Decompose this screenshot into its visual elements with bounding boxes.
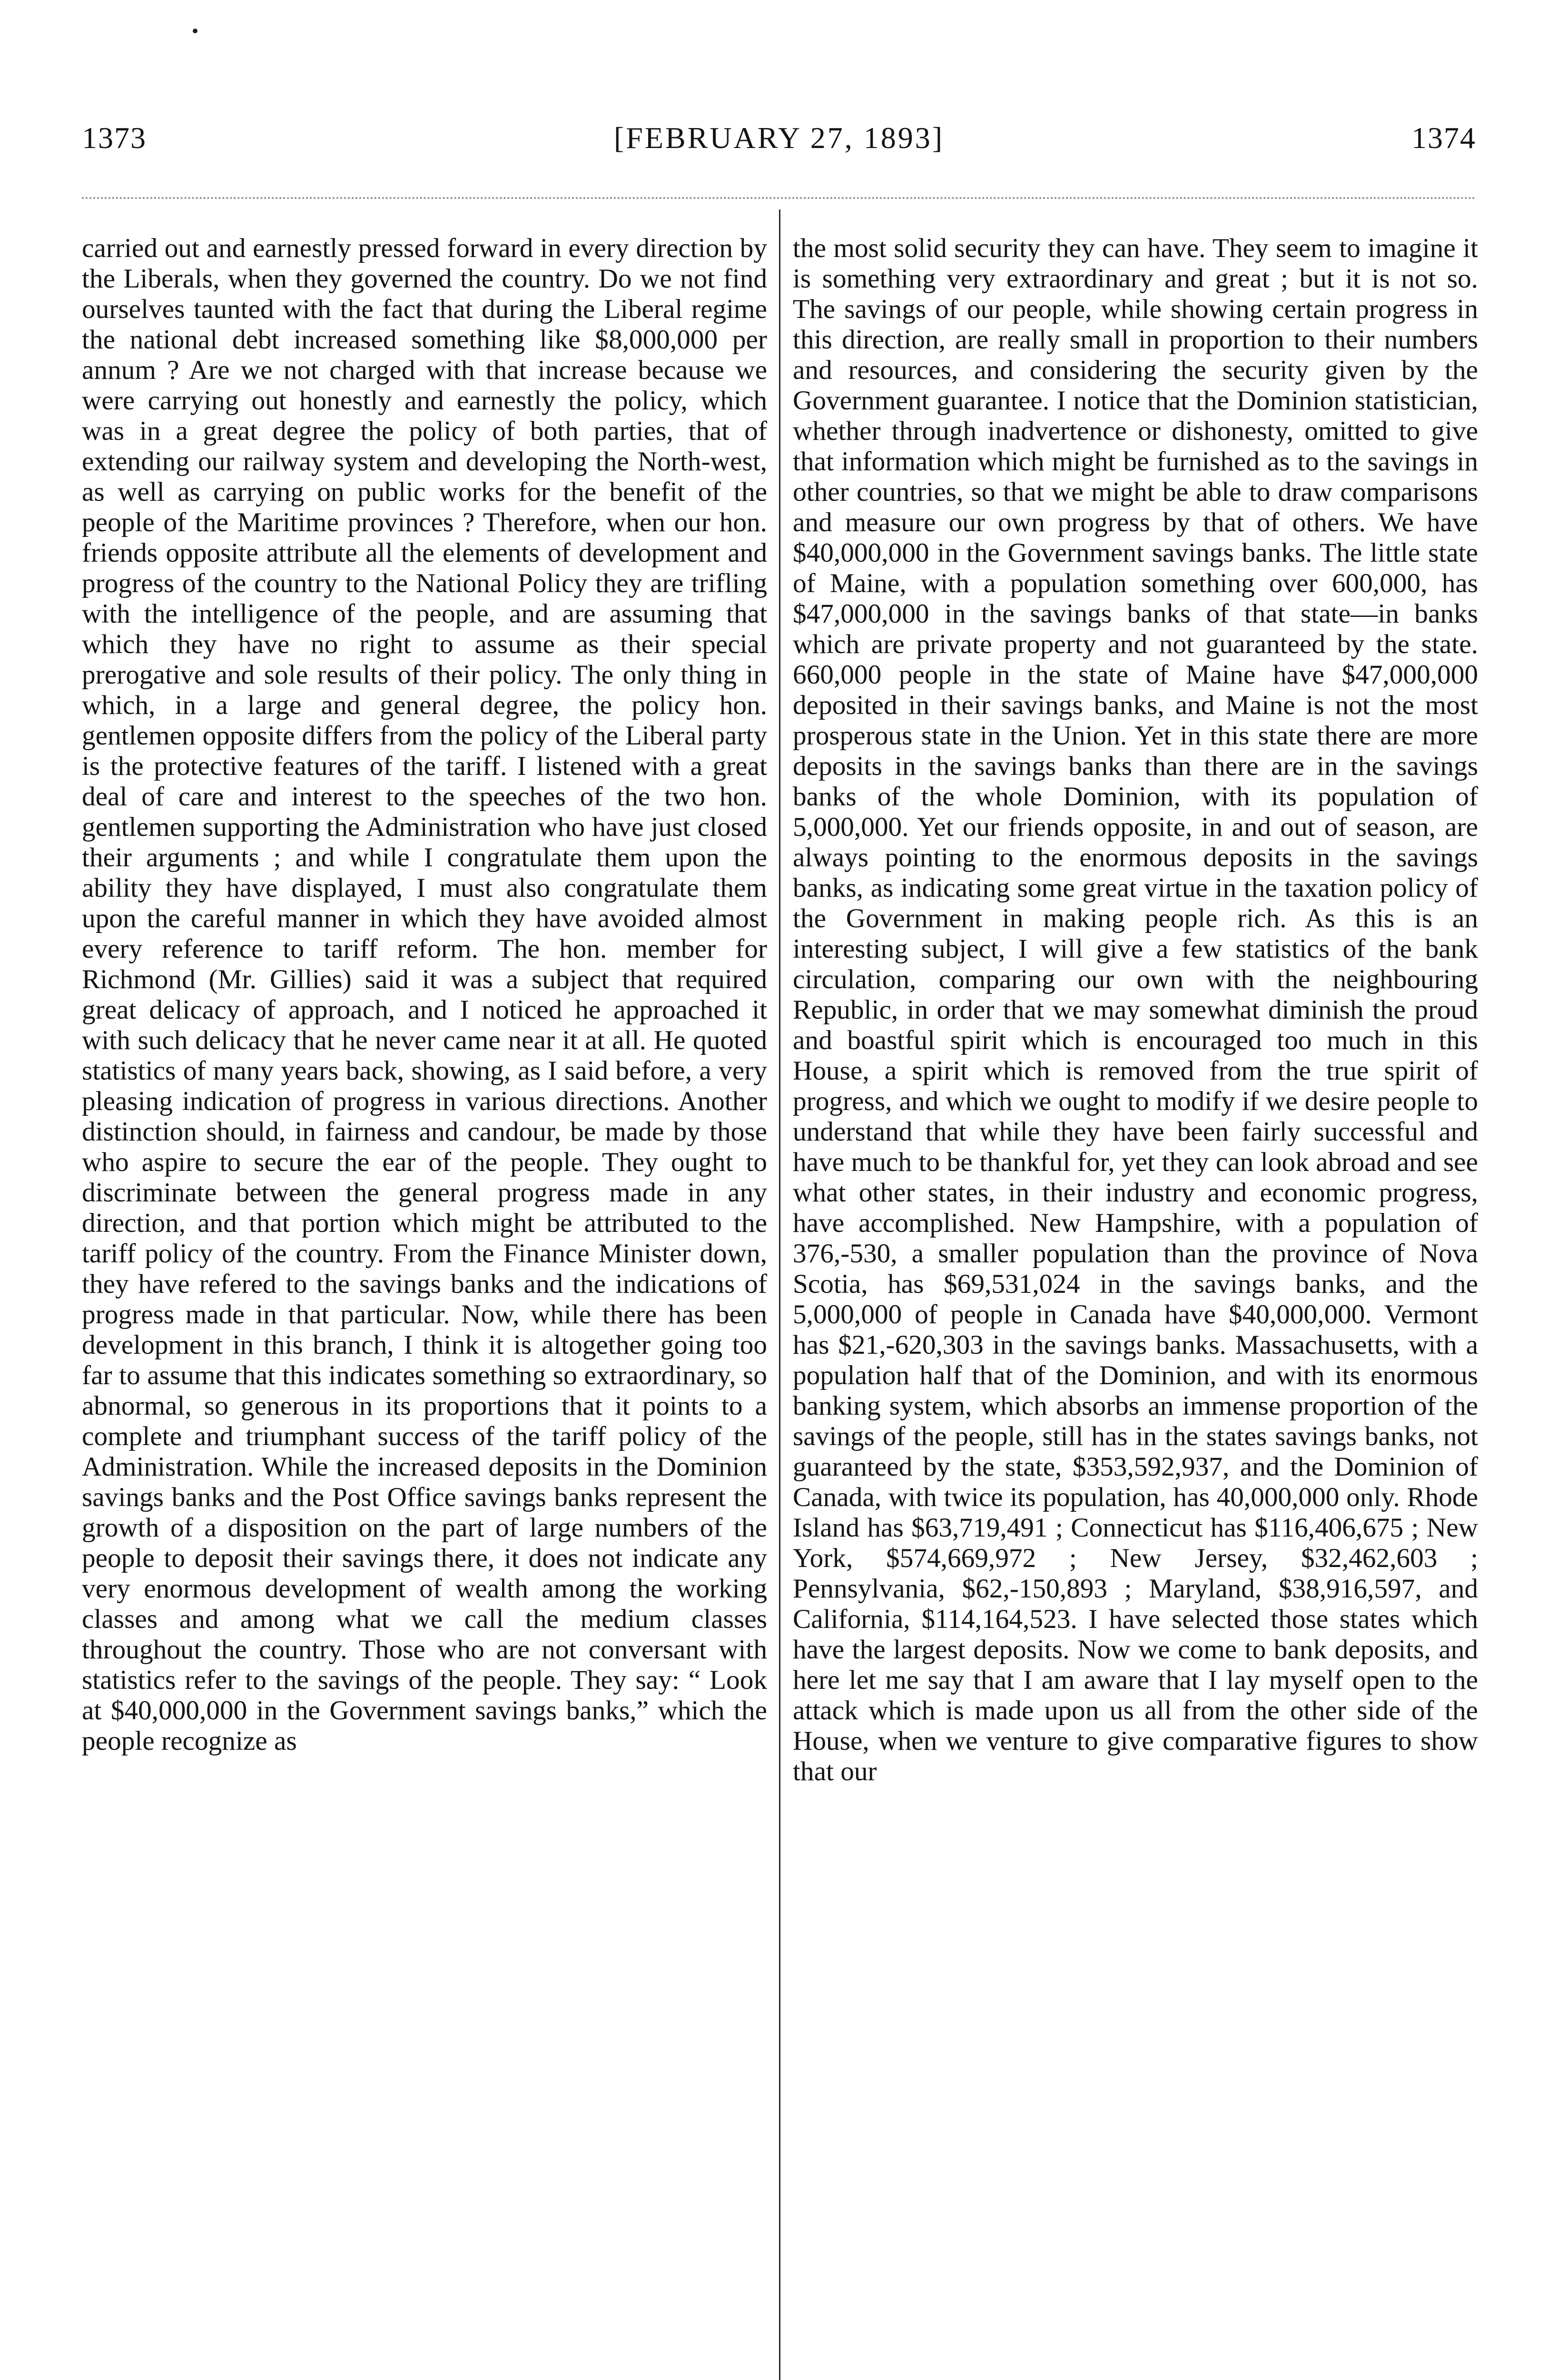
header-rule bbox=[82, 197, 1476, 199]
text-column-right bbox=[793, 233, 1478, 1787]
page-number-left: 1373 bbox=[82, 121, 147, 155]
column-divider bbox=[779, 209, 780, 2380]
ink-speck bbox=[193, 29, 197, 33]
page-number-right: 1374 bbox=[1411, 121, 1476, 155]
running-header bbox=[82, 119, 1476, 157]
right-column-text: the most solid security they can have. They seem to imagine it is something very extraordinary and great ; but it is not so. The savings of our people, while showing certain progress in this direction, are really small in proportion to their numbers and resources, and considering the security given by the Government guarantee. I notice that the Dominion statistician, whether through inadvertence or dishonesty, omitted to give that information which might be furnished as to the savings in other countries, so that we might be able to draw comparisons and measure our own progress by that of others. We have $40,000,000 in the Government savings banks. The little state of Maine, with a population something over 600,000, has $47,000,000 in the savings banks of that state—in banks which are private property and not guaranteed by the state. 660,000 people in the state of Maine have $47,000,000 deposited in their savings banks, and Maine is not the most prosperous state in the Union. Yet in this state there are more deposits in the savings banks than there are in the savings banks of the whole Dominion, with its population of 5,000,000. Yet our friends opposite, in and out of season, are always pointing to the enormous deposits in the savings banks, as indicating some great virtue in the taxation policy of the Government in making people rich. As this is an interesting subject, I will give a few statistics of the bank circulation, comparing our own with the neighbouring Republic, in order that we may somewhat diminish the proud and boastful spirit which is encouraged too much in this House, a spirit which is removed from the true spirit of progress, and which we ought to modify if we desire people to understand that while they have been fairly successful and have much to be thankful for, yet they can look abroad and see what other states, in their industry and economic progress, have accomplished. New Hampshire, with a population of 376,-530, a smaller population than the province of Nova Scotia, has $69,531,024 in the savings banks, and the 5,000,000 of people in Canada have $40,000,000. Vermont has $21,-620,303 in the savings banks. Massachusetts, with a population half that of the Dominion, and with its enormous banking system, which absorbs an immense proportion of the savings of the people, still has in the states savings banks, not guaranteed by the state, $353,592,937, and the Dominion of Canada, with twice its population, has 40,000,000 only. Rhode Island has $63,719,491 ; Connecticut has $116,406,675 ; New York, $574,669,972 ; New Jersey, $32,462,603 ; Pennsylvania, $62,-150,893 ; Maryland, $38,916,597, and California, $114,164,523. I have selected those states which have the largest deposits. Now we come to bank deposits, and here let me say that I am aware that I lay myself open to the attack which is made upon us all from the other side of the House, when we venture to give comparative figures to show that our bbox=[793, 233, 1478, 1786]
left-column-text: carried out and earnestly pressed forward in every direction by the Liberals, when they governed the country. Do we not find ourselves taunted with the fact that during the Liberal regime the national debt increased something like $8,000,000 per annum ? Are we not charged with that increase because we were carrying out honestly and earnestly the policy, which was in a great degree the policy of both parties, that of extending our railway system and developing the North-west, as well as carrying on public works for the benefit of the people of the Maritime provinces ? Therefore, when our hon. friends opposite attribute all the elements of development and progress of the country to the National Policy they are trifling with the intelligence of the people, and are assuming that which they have no right to assume as their special prerogative and sole results of their policy. The only thing in which, in a large and general degree, the policy hon. gentlemen opposite differs from the policy of the Liberal party is the protective features of the tariff. I listened with a great deal of care and interest to the speeches of the two hon. gentlemen supporting the Administration who have just closed their arguments ; and while I congratulate them upon the ability they have displayed, I must also congratulate them upon the careful manner in which they have avoided almost every reference to tariff reform. The hon. member for Richmond (Mr. Gillies) said it was a subject that required great delicacy of approach, and I noticed he approached it with such delicacy that he never came near it at all. He quoted statistics of many years back, showing, as I said before, a very pleasing indication of progress in various directions. Another distinction should, in fairness and candour, be made by those who aspire to secure the ear of the people. They ought to discriminate between the general progress made in any direction, and that portion which might be attributed to the tariff policy of the country. From the Finance Minister down, they have refered to the savings banks and the indications of progress made in that particular. Now, while there has been development in this branch, I think it is altogether going too far to assume that this indicates something so extraordinary, so abnormal, so generous in its proportions that it points to a complete and triumphant success of the tariff policy of the Administration. While the increased deposits in the Dominion savings banks and the Post Office savings banks represent the growth of a disposition on the part of large numbers of the people to deposit their savings there, it does not indicate any very enormous development of wealth among the working classes and among what we call the medium classes throughout the country. Those who are not conversant with statistics refer to the savings of the people. They say: “ Look at $40,000,000 in the Government savings banks,” which the people recognize as bbox=[82, 233, 767, 1756]
header-date: [FEBRUARY 27, 1893] bbox=[613, 121, 945, 155]
text-column-left bbox=[82, 233, 767, 1756]
